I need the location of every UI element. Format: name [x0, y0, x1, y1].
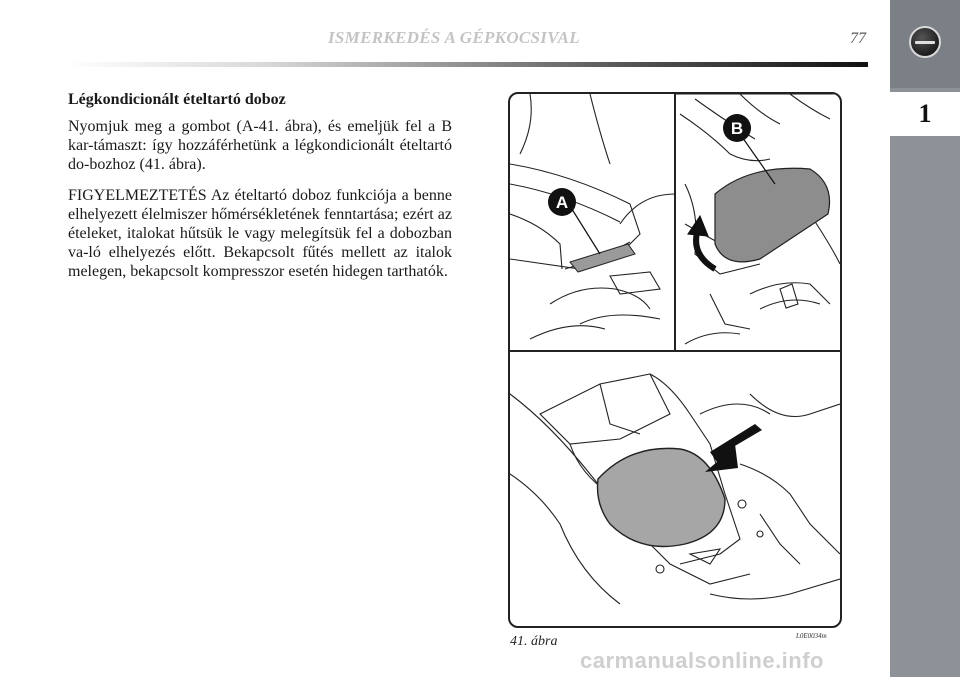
- figure-41: [508, 92, 842, 628]
- section-heading: Légkondicionált ételtartó doboz: [68, 91, 286, 108]
- armrest-lid-shape: [715, 168, 830, 262]
- label-b: B: [730, 119, 744, 138]
- lancia-badge-icon: [909, 26, 941, 58]
- armrest-illustration: [510, 94, 840, 626]
- header-rule: [66, 62, 868, 67]
- watermark: carmanualsonline.info: [580, 648, 824, 673]
- paragraph-warning: FIGYELMEZTETÉS Az ételtartó doboz funkciója a benne elhelyezett élelmiszer hőmérsékletének fenntartása; ezért az ételeket, italokat hűtsük le vagy melegítsük fel a dobozban va-ló elhelyezés előtt. Bekapcsolt fűtés mellett az italok melegen, bekapcsolt kompresszor esetén hidegen tarthatók.: [68, 187, 452, 280]
- label-a-callout: [548, 188, 576, 216]
- page-header: [60, 28, 870, 52]
- label-a: A: [555, 193, 569, 212]
- paragraph-instructions: Nyomjuk meg a gombot (A-41. ábra), és emeljük fel a B kar-támaszt: így hozzáférhetünk a légkondicionált ételtartó do-bozhoz (41. ábra).: [68, 118, 452, 173]
- arrow-icon: [705, 424, 762, 472]
- cooled-box-interior: [598, 448, 726, 546]
- chapter-side-tab: [890, 0, 960, 677]
- figure-code: L0E0034m: [796, 632, 827, 640]
- logo-box: [890, 0, 960, 88]
- figure-caption: 41. ábra: [510, 634, 558, 649]
- main-text: [68, 90, 452, 293]
- chapter-box[interactable]: [890, 92, 960, 136]
- running-title: ISMERKEDÉS A GÉPKOCSIVAL: [328, 28, 580, 47]
- label-b-callout: [723, 114, 751, 142]
- chapter-number: 1: [918, 99, 932, 128]
- page-number: 77: [850, 30, 866, 47]
